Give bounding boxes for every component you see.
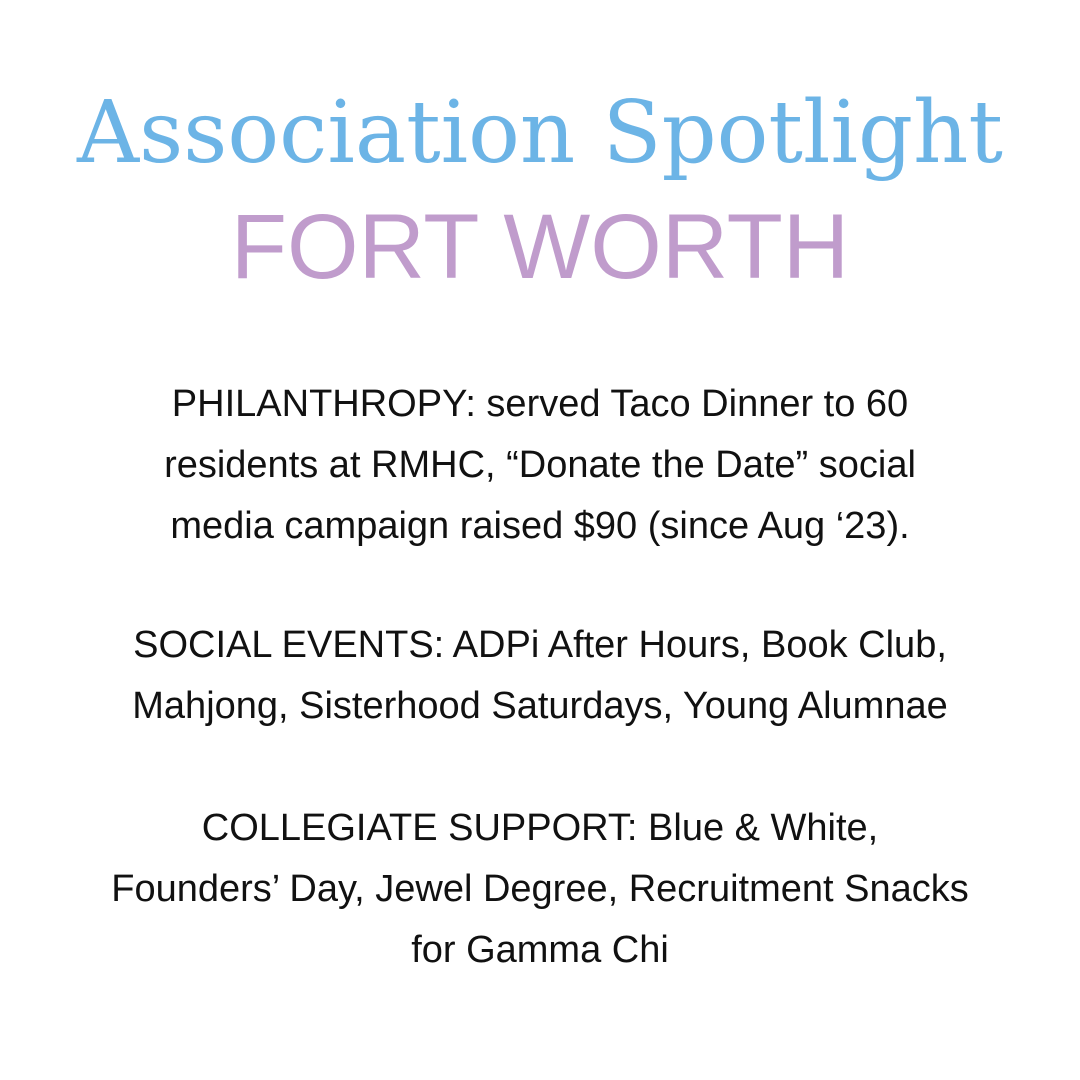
philanthropy-section xyxy=(40,374,1040,557)
philanthropy-line: media campaign raised $90 (since Aug ‘23). xyxy=(170,505,910,547)
collegiate-support-line: COLLEGIATE SUPPORT: Blue & White, xyxy=(201,807,879,849)
page-title: Association Spotlight xyxy=(77,83,1003,183)
philanthropy-line: residents at RMHC, “Donate the Date” social xyxy=(164,444,916,486)
collegiate-support-section xyxy=(40,798,1040,981)
collegiate-support-line: Founders’ Day, Jewel Degree, Recruitment Snacks xyxy=(111,868,969,910)
social-events-section xyxy=(40,615,1040,737)
philanthropy-line: PHILANTHROPY: served Taco Dinner to 60 xyxy=(171,383,909,425)
social-events-line: SOCIAL EVENTS: ADPi After Hours, Book Club, xyxy=(133,624,947,666)
page-subtitle: FORT WORTH xyxy=(230,196,850,298)
collegiate-support-line: for Gamma Chi xyxy=(411,929,669,971)
social-events-line: Mahjong, Sisterhood Saturdays, Young Alumnae xyxy=(132,685,948,727)
